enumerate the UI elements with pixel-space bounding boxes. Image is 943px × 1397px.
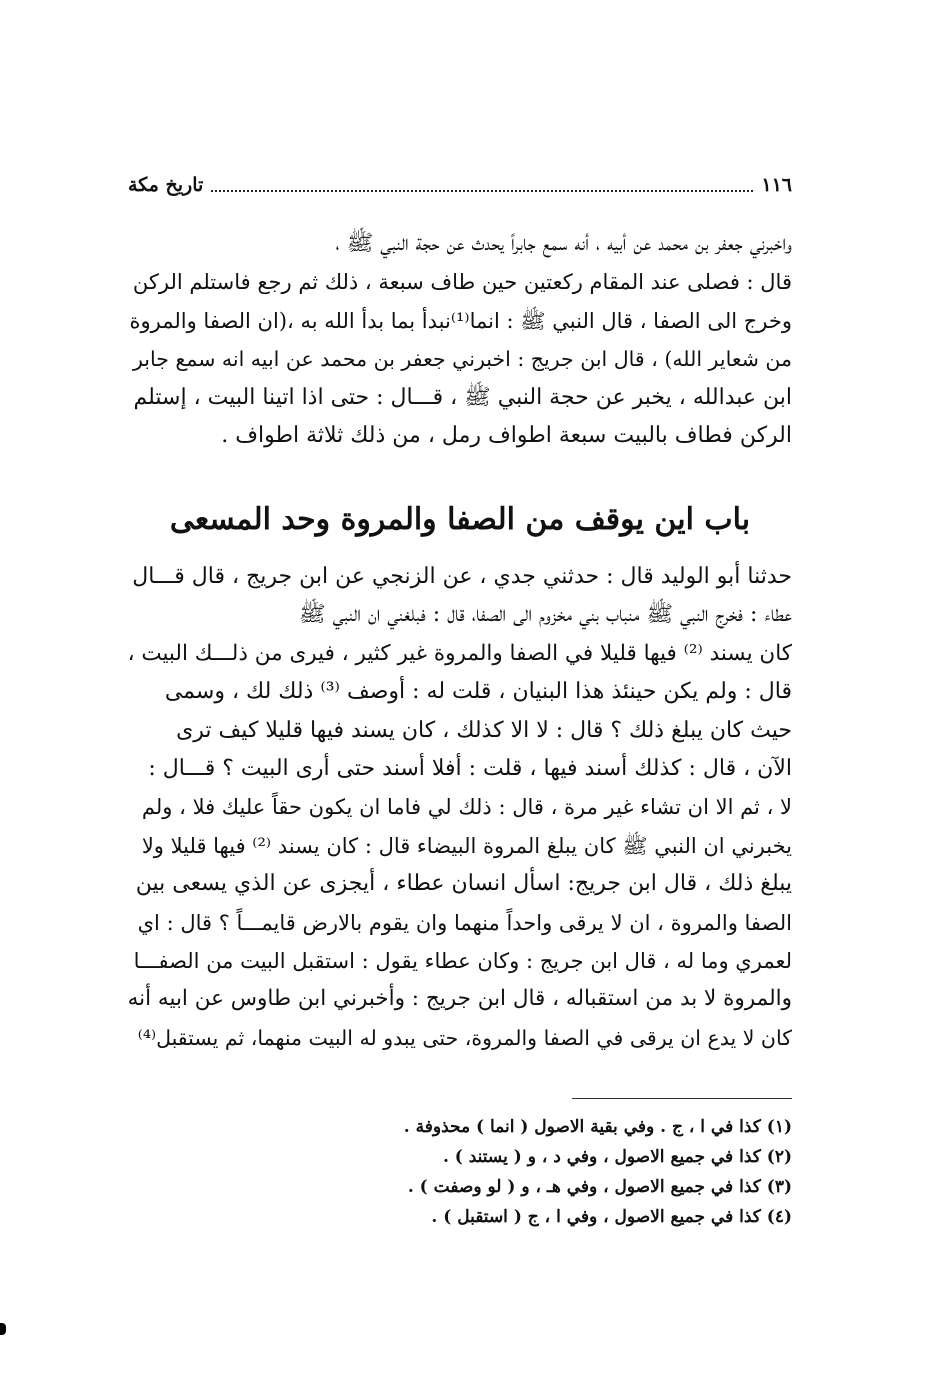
section-1-line: ابن عبدالله ، يخبر عن حجة النبي ﷺ ، قـــال : حتى اذا اتينا البيت ، إستلم bbox=[133, 384, 792, 410]
footnote-1: (١) كذا في ا ، ج . وفي بقية الاصول ( انما ) محذوفة . bbox=[403, 1117, 792, 1137]
section-2-line: يخبرني ان النبي ﷺ كان يبلغ المروة البيضاء قال : كان يسند ⁽²⁾ فيها قليلا ولا bbox=[141, 833, 792, 858]
section-2-line: لعمري وما له ، قال ابن جريج : وكان عطاء يقول : استقبل البيت من الصفـــا bbox=[133, 948, 792, 973]
footnote-3: (٣) كذا في جميع الاصول ، وفي هـ ، و ( لو وصفت ) . bbox=[407, 1177, 792, 1197]
section-2-line: قال : ولم يكن حينئذ هذا البنيان ، قلت له : أوصف ⁽³⁾ ذلك لك ، وسمى bbox=[164, 679, 792, 705]
section-2-line: لا ، ثم الا ان تشاء غير مرة ، قال : ذلك لي فاما ان يكون حقاً عليك فلا ، ولم bbox=[141, 795, 792, 820]
section-1-line: قال : فصلى عند المقام ركعتين حين طاف سبعة ، ذلك ثم رجع فاستلم الركن bbox=[132, 270, 792, 295]
section-1-line: من شعاير الله) ، قال ابن جريج : اخبرني جعفر بن محمد عن ابيه انه سمع جابر bbox=[132, 347, 792, 372]
dotted-leader bbox=[211, 178, 753, 192]
section-2-line: حدثنا أبو الوليد قال : حدثني جدي ، عن الزنجي عن ابن جريج ، قال قـــال bbox=[132, 564, 792, 589]
section-2-line: حيث كان يبلغ ذلك ؟ قال : لا الا كذلك ، كان يسند فيها قليلا كيف ترى bbox=[176, 717, 792, 743]
section-2-line: والمروة لا بد من استقباله ، قال ابن جريج : وأخبرني ابن طاوس عن ابيه أنه bbox=[128, 986, 792, 1012]
section-2-text bbox=[128, 558, 792, 1057]
footnote-4: (٤) كذا في جميع الاصول ، وفي ا ، ج ( استقبل ) . bbox=[431, 1207, 792, 1227]
footnote-2: (٢) كذا في جميع الاصول ، وفي د ، و ( يستند ) . bbox=[442, 1147, 792, 1167]
section-1-line: واخبرني جعفر بن محمد عن أبيه ، أنه سمع جابراً يحدث عن حجة النبي ﷺ ، bbox=[335, 231, 792, 256]
scan-edge-mark bbox=[0, 1323, 6, 1335]
section-2-line: كان لا يدع ان يرقى في الصفا والمروة، حتى يبدو له البيت منهما، ثم يستقبل⁽⁴⁾ bbox=[137, 1025, 792, 1050]
section-1-line: الركن فطاف بالبيت سبعة اطواف رمل ، من ذلك ثلاثة اطواف . bbox=[221, 422, 792, 448]
page-number: ١١٦ bbox=[761, 174, 792, 196]
section-1-line: وخرج الى الصفا ، قال النبي ﷺ : انما⁽¹⁾نبدأ بما بدأ الله به ،(ان الصفا والمروة bbox=[129, 308, 792, 333]
section-2-line: يبلغ ذلك ، قال ابن جريج: اسأل انسان عطاء ، أيجزى عن الذي يسعى بين bbox=[135, 871, 792, 897]
running-head bbox=[128, 170, 792, 200]
section-2-line: كان يسند ⁽²⁾ فيها قليلا في الصفا والمروة غير كثير ، فيرى من ذلـــك البيت ، bbox=[128, 640, 792, 666]
section-2-line: الصفا والمروة ، ان لا يرقى واحداً منهما وان يقوم بالارض قايمـــاً ؟ قال : اي bbox=[137, 910, 792, 935]
chapter-title: باب اين يوقف من الصفا والمروة وحد المسعى bbox=[169, 502, 751, 537]
footnote-divider bbox=[572, 1098, 792, 1099]
footnotes bbox=[380, 1112, 792, 1232]
book-title: تاريخ مكة bbox=[128, 174, 204, 196]
section-2-line: الآن ، قال : كذلك أسند فيها ، قلت : أفلا أسند حتى أرى البيت ؟ قـــال : bbox=[148, 755, 792, 781]
section-2-line: عطاء : فخرج النبي ﷺ منباب بني مخزوم الى الصفا، قال : فبلغني ان النبي ﷺ bbox=[299, 602, 792, 628]
section-1-text bbox=[128, 225, 792, 455]
